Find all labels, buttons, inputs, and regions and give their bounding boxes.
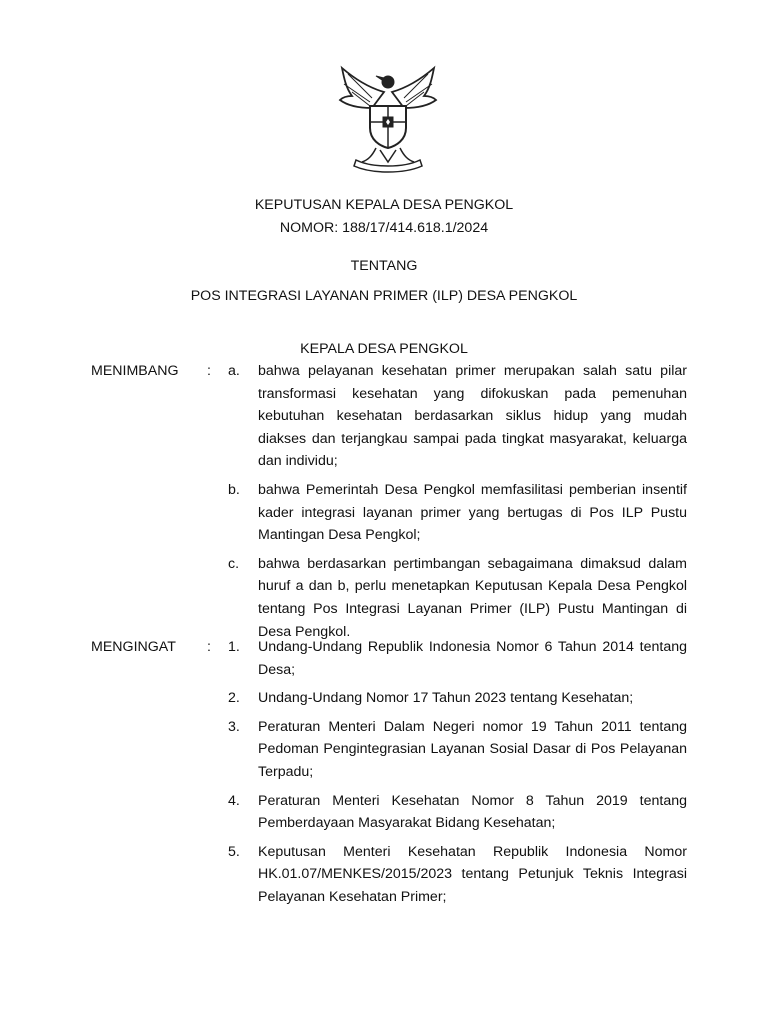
garuda-emblem-icon	[332, 62, 444, 174]
item-marker: 2.	[228, 690, 240, 707]
item-marker: c.	[228, 555, 240, 572]
item-marker: b.	[228, 481, 240, 498]
item-text: Keputusan Menteri Kesehatan Republik Indonesia Nomor HK.01.07/MENKES/2015/2023 tentang Petunjuk Teknis Integrasi Pelayanan Kesehatan Primer;	[258, 843, 687, 905]
menimbang-section	[0, 360, 768, 643]
list-item	[0, 636, 768, 681]
item-text: Undang-Undang Republik Indonesia Nomor 6 Tahun 2014 tentang Desa;	[258, 639, 687, 678]
item-text: bahwa pelayanan kesehatan primer merupakan salah satu pilar transformasi kesehatan yang difokuskan pada pemenuhan kebutuhan kesehatan berdasarkan siklus hidup yang mudah diakses dan terjangkau sampai pada tingkat masyarakat, keluarga dan individu;	[258, 363, 687, 470]
item-marker: 3.	[228, 718, 240, 735]
item-text: bahwa Pemerintah Desa Pengkol memfasilitasi pemberian insentif kader integrasi layanan primer yang bertugas di Pos ILP Pustu Mantingan Desa Pengkol;	[258, 481, 687, 544]
item-marker: 5.	[228, 843, 240, 860]
menimbang-label: MENIMBANG	[91, 363, 179, 379]
authority-heading: KEPALA DESA PENGKOL	[300, 341, 468, 357]
item-text: Peraturan Menteri Kesehatan Nomor 8 Tahun 2019 tentang Pemberdayaan Masyarakat Bidang Kesehatan;	[258, 792, 687, 832]
decree-subject: POS INTEGRASI LAYANAN PRIMER (ILP) DESA PENGKOL	[190, 288, 578, 304]
decree-title: KEPUTUSAN KEPALA DESA PENGKOL	[254, 197, 514, 213]
item-text: Peraturan Menteri Dalam Negeri nomor 19 Tahun 2011 tentang Pedoman Pengintegrasian Layanan Sosial Dasar di Pos Pelayanan Terpadu;	[258, 718, 687, 780]
list-item	[0, 841, 768, 909]
menimbang-colon: :	[207, 363, 211, 379]
list-item	[0, 479, 768, 547]
item-marker: 4.	[228, 792, 240, 809]
list-item	[0, 553, 768, 643]
list-item	[0, 716, 768, 784]
item-text: bahwa berdasarkan pertimbangan sebagaimana dimaksud dalam huruf a dan b, perlu menetapkan Keputusan Kepala Desa Pengkol tentang Pos Integrasi Layanan Primer (ILP) Pustu Mantingan di Desa Pengkol.	[258, 555, 687, 640]
list-item	[0, 790, 768, 835]
item-marker: 1.	[228, 639, 240, 655]
item-marker: a.	[228, 363, 240, 379]
mengingat-section	[0, 636, 768, 909]
mengingat-label: MENGINGAT	[91, 639, 176, 655]
item-text: Undang-Undang Nomor 17 Tahun 2023 tentang Kesehatan;	[258, 690, 634, 707]
list-item	[0, 360, 768, 473]
decree-number: NOMOR: 188/17/414.618.1/2024	[279, 220, 489, 236]
mengingat-colon: :	[207, 639, 211, 655]
tentang-heading: TENTANG	[350, 258, 418, 274]
list-item	[0, 687, 768, 710]
